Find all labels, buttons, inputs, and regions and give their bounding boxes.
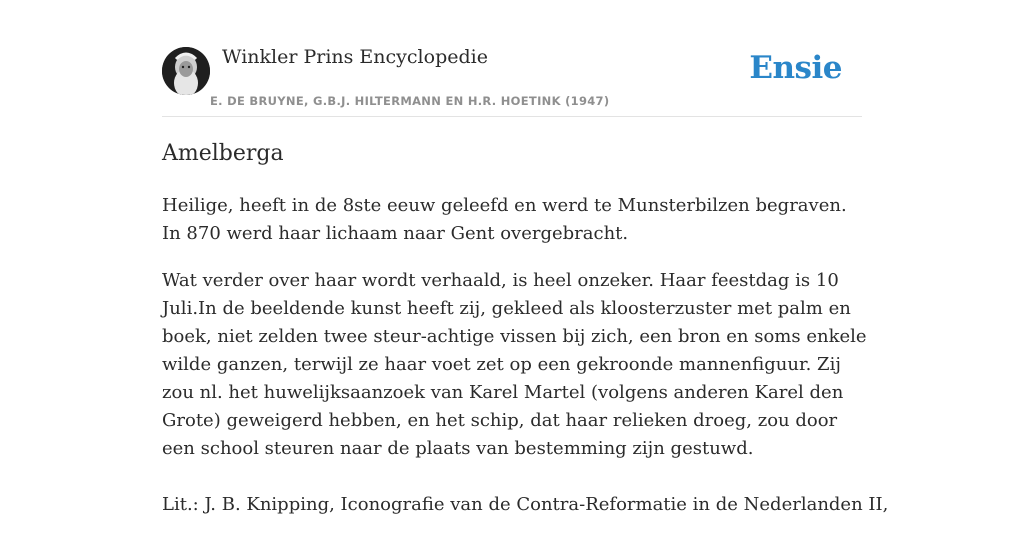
article-title: Amelberga [162,141,284,166]
source-header [162,0,862,117]
article-body [162,192,889,538]
article-paragraph: Heilige, heeft in de 8ste eeuw geleefd en werd te Munsterbilzen begraven. In 870 werd haar lichaam naar Gent overgebracht. [162,195,847,244]
source-authors: E. DE BRUYNE, G.B.J. HILTERMANN EN H.R. HOETINK (1947) [210,94,610,108]
author-portrait-icon [162,47,210,95]
ensie-logo-link[interactable]: Ensie [749,50,842,86]
page [162,0,889,515]
literature-reference: Lit.: J. B. Knipping, Iconografie van de Contra-Reformatie in de Nederlanden II, [162,494,889,515]
source-title[interactable]: Winkler Prins Encyclopedie [222,46,488,68]
author-avatar[interactable] [162,47,210,95]
article-paragraph: Wat verder over haar wordt verhaald, is heel onzeker. Haar feestdag is 10 Juli.In de beeldende kunst heeft zij, gekleed als kloosterzuster met palm en boek, niet zelden twee steur-achtige vissen bij zich, een bron en soms enkele wilde ganzen, terwijl ze haar voet zet op een gekroonde mannenfiguur. Zij zou nl. het huwelijksaanzoek van Karel Martel (volgens anderen Karel den Grote) geweigerd hebben, en het schip, dat haar relieken droeg, zou door een school steuren naar de plaats van bestemming zijn gestuwd. [162,270,867,459]
